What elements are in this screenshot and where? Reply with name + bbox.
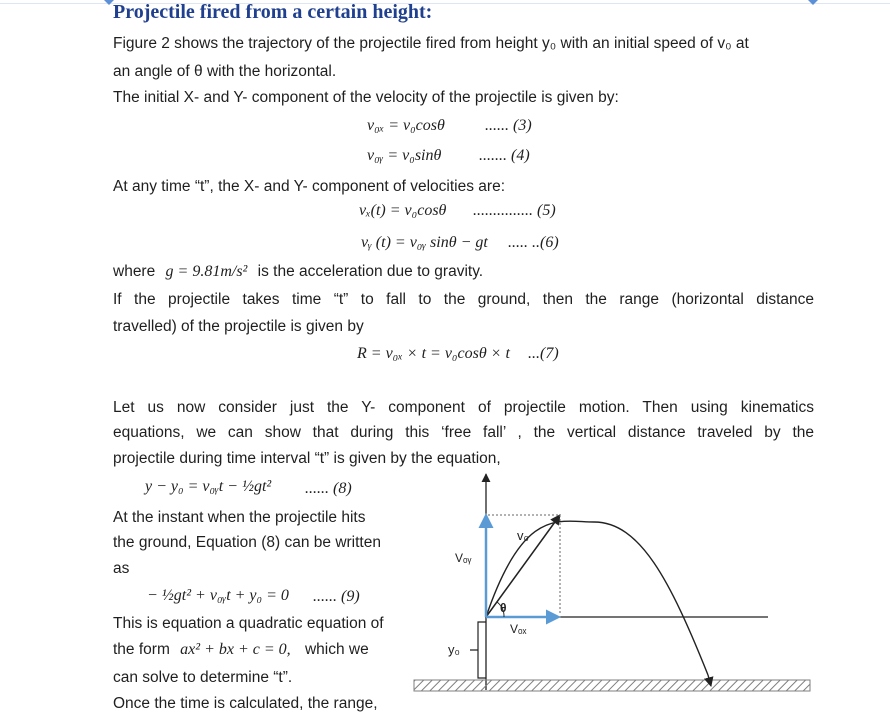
- paragraph-4-suffix: is the acceleration due to gravity.: [257, 263, 484, 280]
- paragraph-4: [113, 262, 483, 281]
- paragraph-8-suffix: which we: [304, 641, 369, 658]
- trajectory-curve: [486, 521, 708, 675]
- equation-5: [359, 202, 446, 220]
- paragraph-1-line-1: Figure 2 shows the trajectory of the projectile fired from height y₀ with an initial speed of v₀ at: [113, 35, 749, 52]
- right-margin-marker: [808, 0, 818, 5]
- equation-8-number: ...... (8): [305, 480, 352, 497]
- equation-4: [367, 147, 441, 165]
- v0-label: v₀: [517, 528, 529, 543]
- paragraph-6-line-2: equations, we can show that during this ‘free fall’ , the vertical distance traveled by the: [113, 424, 814, 441]
- paragraph-8-line-3: can solve to determine “t”.: [113, 669, 293, 686]
- paragraph-5-line-1: If the projectile takes time “t” to fall to the ground, then the range (horizontal distance: [113, 291, 814, 308]
- equation-4-number: ....... (4): [479, 147, 530, 164]
- section-title: Projectile fired from a certain height:: [113, 1, 433, 23]
- height-bracket: [470, 622, 486, 678]
- paragraph-6-line-3: projectile during time interval “t” is given by the equation,: [113, 450, 501, 467]
- projectile-figure: [410, 470, 815, 720]
- paragraph-9: Once the time is calculated, the range,: [113, 695, 378, 712]
- ground-hatch: [414, 680, 810, 691]
- paragraph-4-prefix: where: [113, 263, 156, 280]
- paragraph-8-line-2: [113, 640, 369, 659]
- paragraph-8-line-1: This is equation a quadratic equation of: [113, 615, 384, 632]
- equation-3: [367, 117, 445, 135]
- paragraph-8-prefix: the form: [113, 641, 170, 658]
- equation-7-formula: R = v₀ₓ × t = v₀cosθ × t: [357, 345, 510, 362]
- theta-label: θ: [500, 601, 507, 615]
- paragraph-7-line-3: as: [113, 560, 130, 577]
- paragraph-6-line-1: Let us now consider just the Y- component of projectile motion. Then using kinematics: [113, 399, 814, 416]
- equation-4-formula: v₀ᵧ = v₀sinθ: [367, 147, 442, 164]
- equation-9-number: ...... (9): [313, 588, 360, 605]
- equation-7: [357, 345, 510, 363]
- quadratic-form: ax² + bx + c = 0,: [180, 641, 291, 658]
- equation-6-number: ..... ..(6): [508, 234, 559, 251]
- equation-8-formula: y − y₀ = v₀ᵧt − ½gt²: [145, 478, 272, 495]
- equation-3-number: ...... (3): [485, 117, 532, 134]
- equation-7-number: ...(7): [528, 345, 559, 362]
- equation-3-formula: v₀ₓ = v₀cosθ: [367, 117, 445, 134]
- paragraph-7-line-2: the ground, Equation (8) can be written: [113, 534, 381, 551]
- equation-8: [145, 478, 271, 496]
- paragraph-3: At any time “t”, the X- and Y- component of velocities are:: [113, 178, 506, 195]
- paragraph-1-line-2: an angle of θ with the horizontal.: [113, 63, 337, 80]
- equation-6: [361, 234, 488, 252]
- equation-9-formula: − ½gt² + v₀ᵧt + y₀ = 0: [147, 587, 289, 604]
- equation-9: [147, 587, 289, 605]
- gravity-equation: g = 9.81m/s²: [165, 263, 248, 280]
- paragraph-5-line-2: travelled) of the projectile is given by: [113, 318, 364, 335]
- equation-5-number: ............... (5): [473, 202, 556, 219]
- vox-label: Vₒₓ: [510, 622, 527, 636]
- y0-label: y₀: [448, 642, 460, 657]
- equation-5-formula: vₓ(t) = v₀cosθ: [359, 202, 447, 219]
- paragraph-2: The initial X- and Y- component of the velocity of the projectile is given by:: [113, 89, 619, 106]
- equation-6-formula: vᵧ (t) = v₀ᵧ sinθ − gt: [361, 234, 488, 251]
- paragraph-7-line-1: At the instant when the projectile hits: [113, 509, 366, 526]
- voy-label: Vₒᵧ: [455, 551, 472, 565]
